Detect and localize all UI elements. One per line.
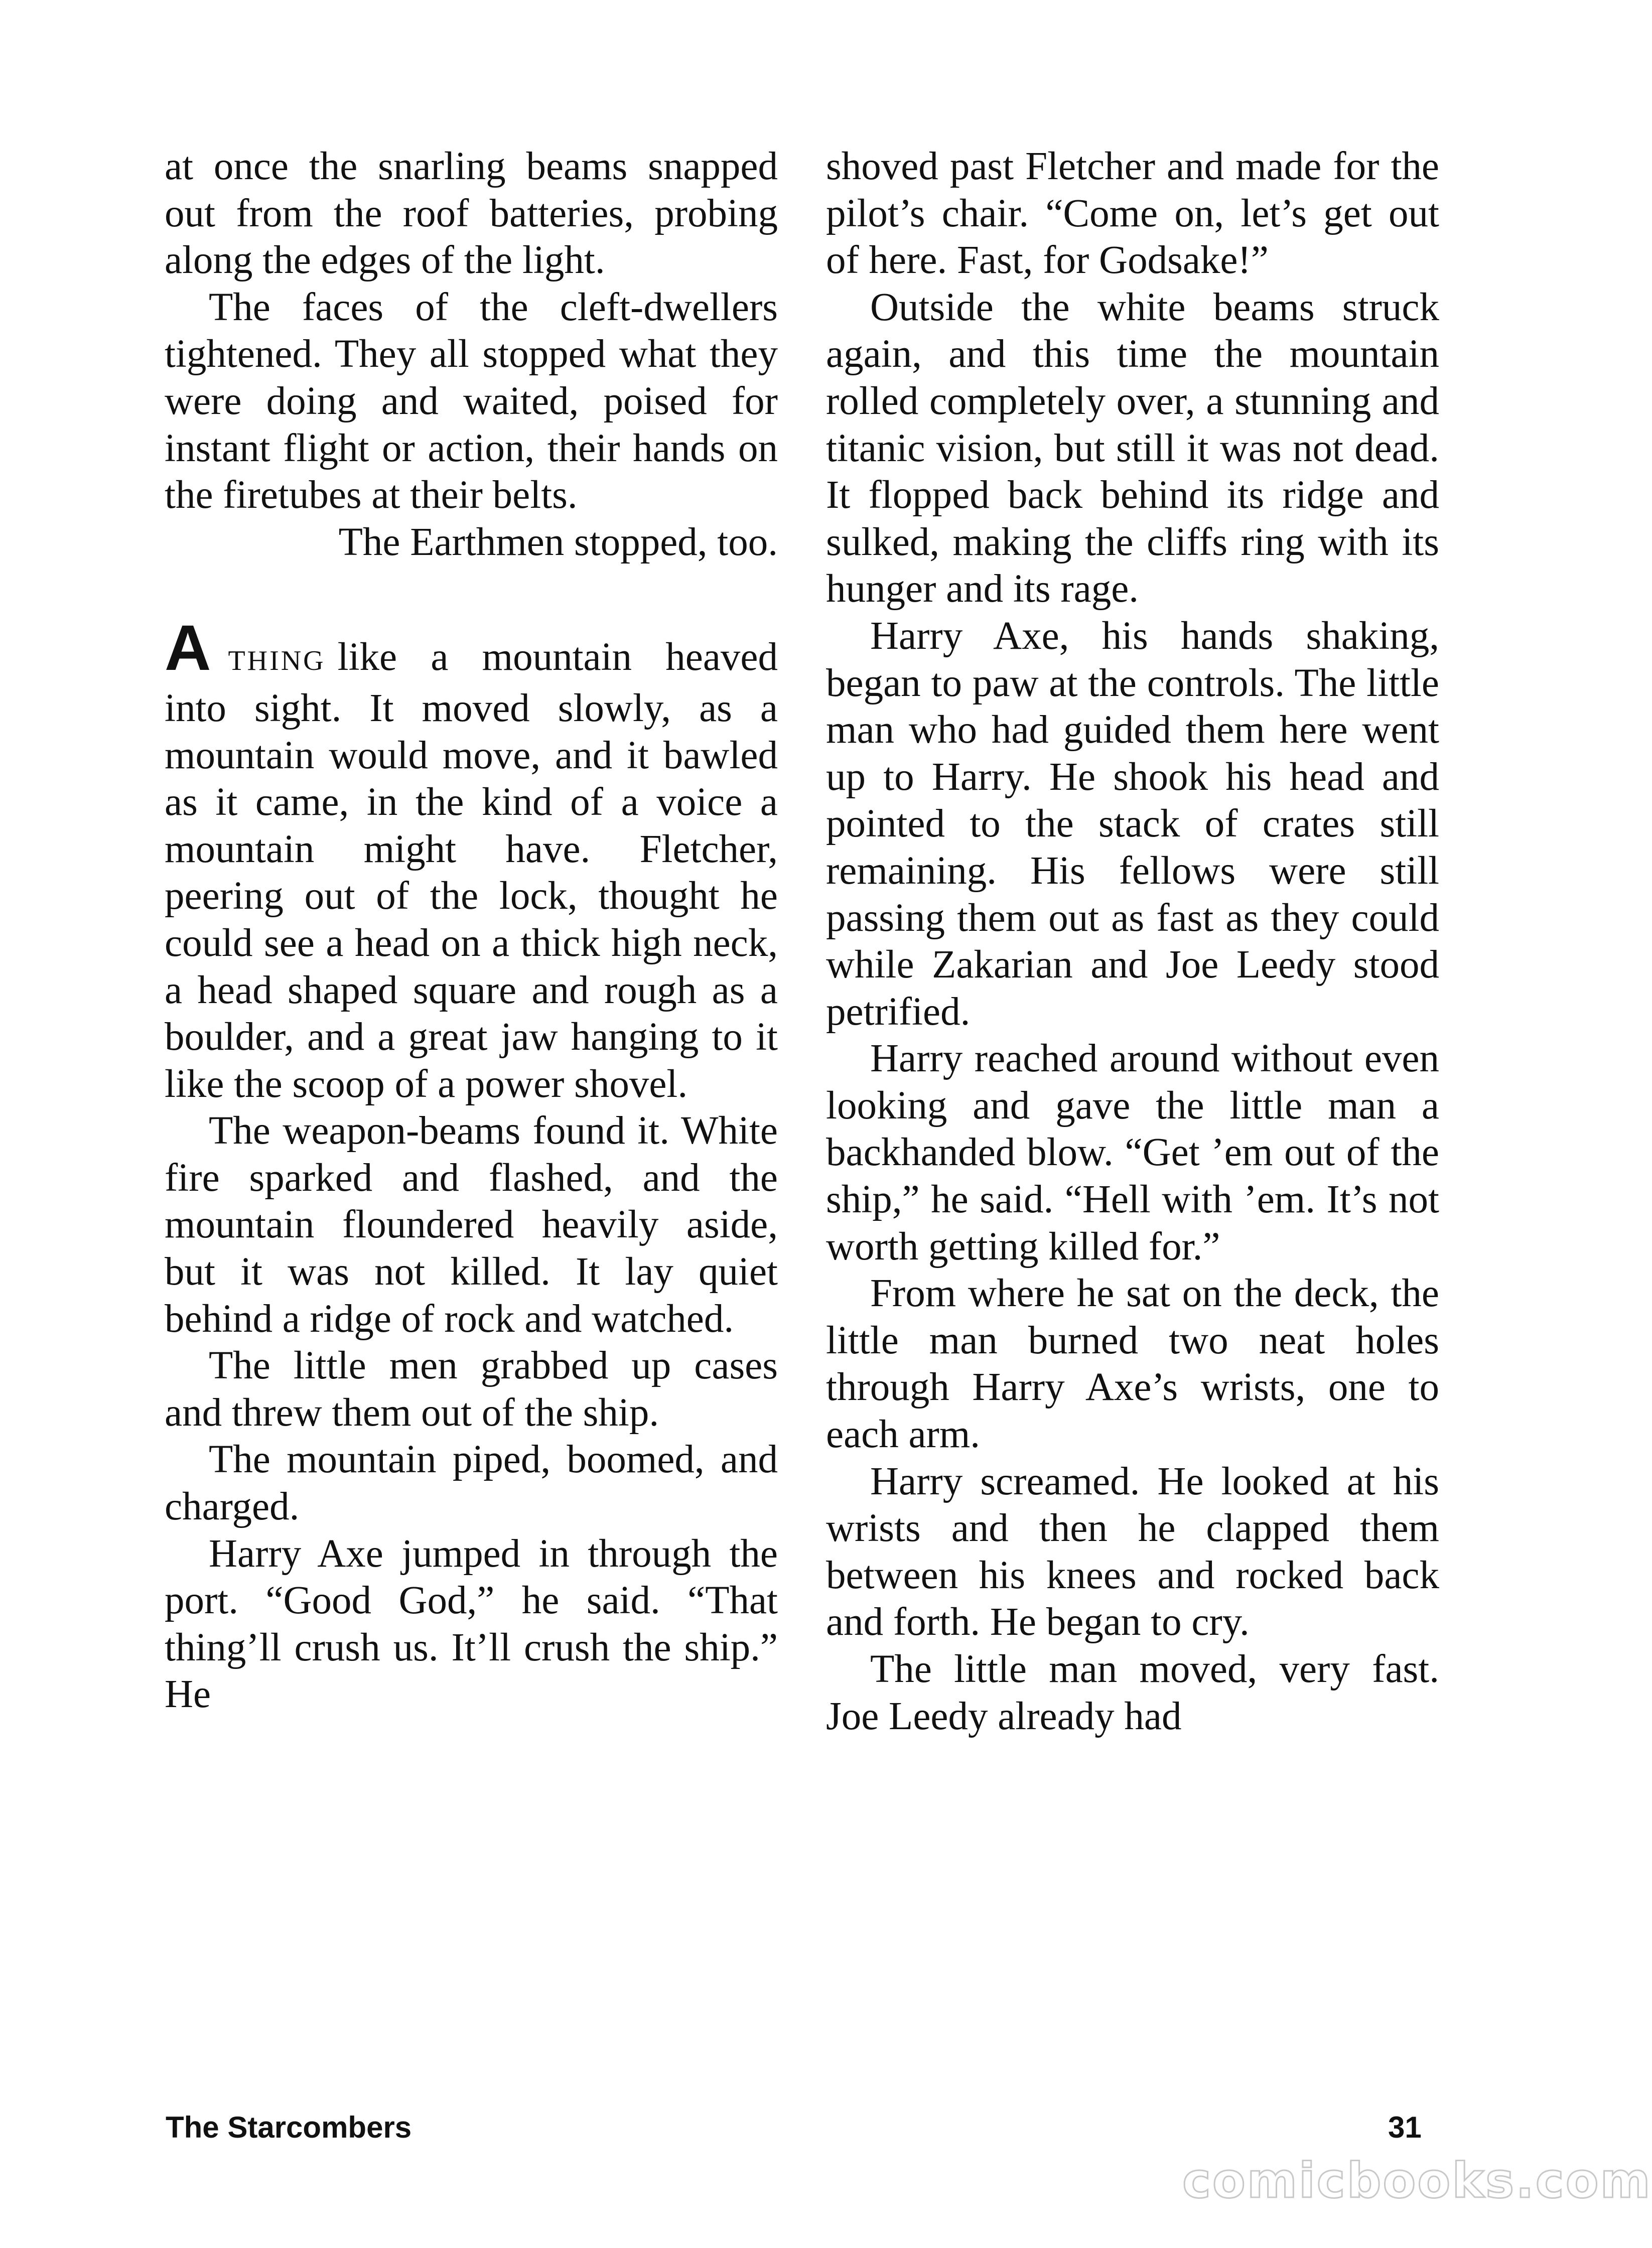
paragraph: shoved past Fletcher and made for the pilot’s chair. “Come on, let’s get out of here. Fast, for Godsake!” xyxy=(826,145,1439,283)
paragraph: The Earthmen stopped, too. xyxy=(338,520,778,564)
paragraph: The little man moved, very fast. Joe Leedy already had xyxy=(826,1647,1439,1738)
paragraph: Harry screamed. He looked at his wrists and then he clapped them between his knees and rocked back and forth. He began to cry. xyxy=(826,1459,1439,1644)
left-column xyxy=(165,143,778,1718)
drop-cap: A xyxy=(165,612,211,684)
paragraph-text: like a mountain heaved into sight. It moved slowly, as a mountain would move, and it bawled as it came, in the kind of a voice a mountain might have. Fletcher, peering out of the lock, thought he could see a head on a thick high neck, a head shaped square and rough as a boulder, and a great jaw hanging to it like the scoop of a power shovel. xyxy=(165,635,778,1106)
right-column xyxy=(826,143,1439,1740)
watermark: comicbooks.com xyxy=(1182,2153,1652,2209)
paragraph: The faces of the cleft-dwellers tightened. They all stopped what they were doing and waited, poised for instant flight or action, their hands on the firetubes at their belts. xyxy=(165,285,778,517)
page-number: 31 xyxy=(1388,2111,1422,2144)
small-caps-lead: THING xyxy=(228,645,326,677)
paragraph: Outside the white beams struck again, and this time the mountain rolled completely over, a stunning and titanic vision, but still it was not dead. It flopped back behind its ridge and sulked, making the cliffs ring with its hunger and its rage. xyxy=(826,285,1439,611)
paragraph: Harry Axe, his hands shaking, began to paw at the controls. The little man who had guided them here went up to Harry. He shook his head and pointed to the stack of crates still remaining. His fellows were still passing them out as fast as they could while Zakarian and Joe Leedy stood petrified. xyxy=(826,614,1439,1034)
running-footer-title: The Starcombers xyxy=(166,2111,412,2144)
paragraph: The little men grabbed up cases and threw them out of the ship. xyxy=(165,1344,778,1435)
paragraph: The mountain piped, boomed, and charged. xyxy=(165,1438,778,1529)
paragraph: From where he sat on the deck, the little man burned two neat holes through Harry Axe’s wrists, one to each arm. xyxy=(826,1272,1439,1457)
paragraph: Harry reached around without even looking and gave the little man a backhanded blow. “Get ’em out of the ship,” he said. “Hell with ’em. It’s not worth getting killed for.” xyxy=(826,1037,1439,1269)
section-break xyxy=(165,566,778,626)
paragraph: The weapon-beams found it. White fire sparked and flashed, and the mountain floundered heavily aside, but it was not killed. It lay quiet behind a ridge of rock and watched. xyxy=(165,1109,778,1341)
paragraph: Harry Axe jumped in through the port. “Good God,” he said. “That thing’ll crush us. It’ll crush the ship.” He xyxy=(165,1531,778,1717)
paragraph: at once the snarling beams snapped out from the roof batteries, probing along the edges of the light. xyxy=(165,145,778,283)
paragraph-dropcap xyxy=(165,612,778,1107)
